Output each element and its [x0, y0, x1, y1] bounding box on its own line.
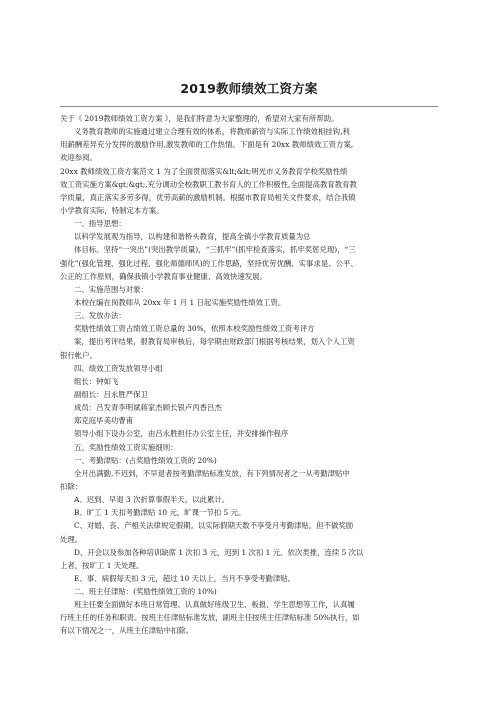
text-line: 行班主任的任务和职责。按班主任津贴标准发放，副班主任按班主任津贴标准 50%执行，如 — [60, 613, 360, 623]
text-line: 用薪酬差异充分发挥的激励作用,激发教师的工作热情。下面是有 20xx 教师绩效工资方案, — [60, 140, 354, 150]
text-line: C、对婚、丧、产相关法律规定假期。以实际假期天数不享受月考勤津贴。但不做奖励 — [74, 521, 354, 531]
text-line: D、开会以及参加各种培训缺席 1 次扣 3 元，迟到 1 次扣 1 元。依次类推，连续 5 次以 — [74, 547, 364, 557]
text-line: 班主任要全面做好本班日常管理、认真做好班级卫生、板报、学生思想等工作，认真履 — [74, 600, 355, 610]
text-line: 奖励性绩效工资占绩效工资总量的 30%，依照本校奖励性绩效工资考评方 — [74, 324, 315, 334]
text-line: 银行帐户。 — [60, 350, 97, 360]
text-line: 关于《 2019教师绩效工资方案 》，是我们特意为大家整理的，希望对大家有所帮助。 — [60, 114, 339, 123]
document-body — [60, 112, 438, 638]
text-line: 强化”(强化管理、强化过程、强化师德师风)的工作思路，坚持优劳优酬、实事求是、公平、 — [60, 258, 358, 268]
text-line: 上者，按旷工 1 天处理。 — [60, 560, 144, 570]
text-line: 处理。 — [60, 534, 83, 544]
text-line: 学质量，真正落实多劳多得，优劳高薪的激励机制。根据市教育局相关文件要求，结合我镇 — [60, 192, 356, 202]
text-line: 二、实施范围与对象： — [74, 284, 148, 294]
text-line: 20xx 教师绩效工资方案范文 1 为了全面贯彻落实&lt;&lt;明光市义务教育学校奖励性绩 — [60, 166, 348, 176]
text-line: 义务教育教师的实施通过建立合理有效的体系，将教师薪资与实际工作绩效相挂钩,利 — [74, 127, 350, 137]
text-line: 欢迎参阅。 — [60, 153, 97, 163]
text-line: 二、班主任津贴：(奖励性绩效工资的 10%) — [74, 587, 217, 597]
text-line: 一、指导思想： — [74, 219, 126, 229]
text-line: B、旷工 1 天扣考勤津贴 10 元，旷课一节扣 5 元。 — [74, 508, 246, 518]
text-line: 体目标。坚持“一突出”(突出教学质量)，“三抓牢”(抓牢检查落实，抓牢奖惩兑现)，“三 — [74, 245, 356, 255]
text-line: 郑克庭毕美功曹甫 — [74, 416, 134, 426]
text-line: 组长：钟如飞 — [74, 376, 119, 386]
text-line: 全月出满勤,不迟到，不早退者按考勤津贴标准发放，有下列情况者之一从考勤津贴中 — [74, 468, 350, 478]
text-line: 公正的工作原则，确保我镇小学教育事业健康、高效快速发展。 — [60, 271, 267, 281]
text-line: 四、绩效工资发放领导小组 — [74, 363, 163, 373]
text-line: 一、考勤津贴：(占奖励性绩效工资的 20%) — [74, 455, 217, 465]
text-line: 本校在编在岗教师从 20xx 年 1 月 1 日起实施奖励性绩效工资。 — [74, 297, 286, 307]
document-title: 2019教师绩效工资方案 — [180, 81, 318, 96]
text-line: 以科学发展观为指导，以构建和谐桥头教育，提高全镇小学教育质量为总 — [74, 232, 311, 242]
document-page — [60, 0, 438, 638]
text-line: 扣除： — [60, 481, 83, 491]
text-line: A、迟到、早退 3 次折算事假半天，以此累计。 — [74, 495, 230, 505]
text-line: 三、发放办法： — [74, 311, 126, 321]
title-divider — [60, 106, 438, 107]
text-line: 效工资实施方案&gt;&gt;,充分调动全校教职工教书育人的工作积极性,全面提高教育教育教 — [60, 179, 357, 189]
text-line: 副组长：吕永胜严保卫 — [74, 389, 148, 399]
text-line: 成员：吕发青李明斌蒋家杰顾长银卢丙香吕杰 — [74, 403, 222, 413]
text-line: 有以下情况之一，从班主任津贴中扣除。 — [60, 626, 194, 636]
text-line: 五、奖励性绩效工资实施细则： — [74, 442, 178, 452]
text-line: 案，提出考评结果，报教育局审核后，每学期由财政部门根据考核结果，划入个人工资 — [74, 337, 355, 347]
text-line: 小学教育实际，特制定本方案。 — [60, 205, 164, 215]
text-line: 领导小组下设办公室，由吕永胜担任办公室主任，并安排操作程序 — [74, 429, 289, 439]
text-line: E、事、病假每天扣 3 元，超过 10 天以上，当月不享受考勤津贴。 — [74, 573, 296, 583]
